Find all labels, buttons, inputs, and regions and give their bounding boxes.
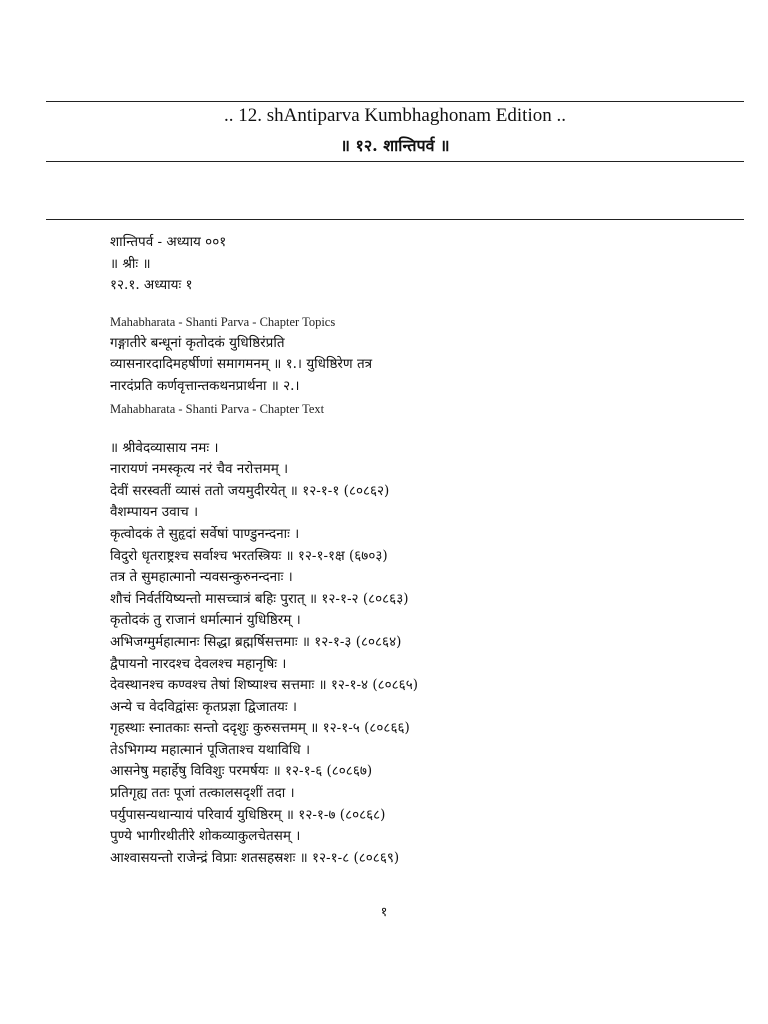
topic-line: गङ्गातीरे बन्धूनां कृतोदकं युधिष्ठिरंप्रति: [110, 334, 285, 351]
chapter-heading: शान्तिपर्व - अध्याय ००१: [110, 234, 227, 250]
topics-label: Mahabharata - Shanti Parva - Chapter Topics: [110, 314, 336, 329]
topic-line: व्यासनारदादिमहर्षीणां समागमनम् ॥ १.। युधिष्ठिरेण तत्र: [110, 356, 373, 373]
verse-line: प्रतिगृह्य ततः पूजां तत्कालसदृशीं तदा ।: [110, 785, 295, 802]
document-body: [110, 232, 730, 869]
verse-line: अन्ये च वेदविद्वांसः कृतप्रज्ञा द्विजातयः ।: [110, 698, 297, 715]
verse-line: अभिजग्मुर्महात्मानः सिद्धा ब्रह्मर्षिसत्तमाः ॥ १२-१-३ (८०८६४): [110, 633, 402, 650]
adhyaya-number: १२.१. अध्यायः १: [110, 277, 193, 294]
verse-line: देवस्थानश्च कण्वश्च तेषां शिष्याश्च सत्तमाः ॥ १२-१-४ (८०८६५): [110, 677, 418, 694]
verse-line: देवीं सरस्वतीं व्यासं ततो जयमुदीरयेत् ॥ १२-१-१ (८०८६२): [110, 482, 390, 499]
verse-line: कृतोदकं तु राजानं धर्मात्मानं युधिष्ठिरम् ।: [110, 612, 301, 629]
verse-line: विदुरो धृतराष्ट्रश्च सर्वाश्च भरतस्त्रियः ॥ १२-१-१क्ष (६७०३): [110, 547, 388, 564]
page-subtitle: ॥ १२. शान्तिपर्व ॥: [340, 136, 450, 155]
verse-line: ॥ श्रीवेदव्यासाय नमः ।: [110, 439, 219, 456]
page-number: १: [380, 905, 388, 920]
verse-line: आश्वासयन्तो राजेन्द्रं विप्राः शतसहस्रशः ॥ १२-१-८ (८०८६९): [110, 849, 400, 866]
verse-line: पुण्ये भागीरथीतीरे शोकव्याकुलचेतसम् ।: [110, 828, 301, 845]
text-label: Mahabharata - Shanti Parva - Chapter Text: [110, 401, 325, 416]
verse-line: वैशम्पायन उवाच ।: [110, 504, 199, 521]
verse-line: नारायणं नमस्कृत्य नरं चैव नरोत्तमम् ।: [110, 461, 289, 478]
top-rule: [46, 101, 744, 102]
topics-block: [110, 311, 730, 420]
intro-block: [110, 232, 730, 297]
section-rule: [46, 219, 744, 220]
verse-block: [110, 438, 730, 870]
invocation: ॥ श्रीः ॥: [110, 255, 151, 272]
verse-line: गृहस्थाः स्नातकाः सन्तो ददृशुः कुरुसत्तमम् ॥ १२-१-५ (८०८६६): [110, 720, 410, 737]
verse-line: पर्युपासन्यथान्यायं परिवार्य युधिष्ठिरम् ॥ १२-१-७ (८०८६८): [110, 806, 386, 823]
verse-line: आसनेषु महार्हेषु विविशुः परमर्षयः ॥ १२-१-६ (८०८६७): [110, 763, 373, 780]
title-bottom-rule: [46, 161, 744, 162]
topic-line: नारदंप्रति कर्णवृत्तान्तकथनप्रार्थना ॥ २.।: [110, 377, 300, 394]
verse-line: तत्र ते सुमहात्मानो न्यवसन्कुरुनन्दनाः ।: [110, 569, 293, 586]
verse-line: शौचं निर्वर्तयिष्यन्तो मासच्चात्रं बहिः पुरात् ॥ १२-१-२ (८०८६३): [110, 590, 409, 607]
page-title: .. 12. shAntiparva Kumbhaghonam Edition ..: [224, 105, 566, 126]
verse-line: कृत्वोदकं ते सुहृदां सर्वेषां पाण्डुनन्दनाः ।: [110, 525, 300, 542]
verse-line: द्वैपायनो नारदश्च देवलश्च महानृषिः ।: [110, 655, 287, 672]
verse-line: तेऽभिगम्य महात्मानं पूजिताश्च यथाविधि ।: [110, 741, 311, 758]
